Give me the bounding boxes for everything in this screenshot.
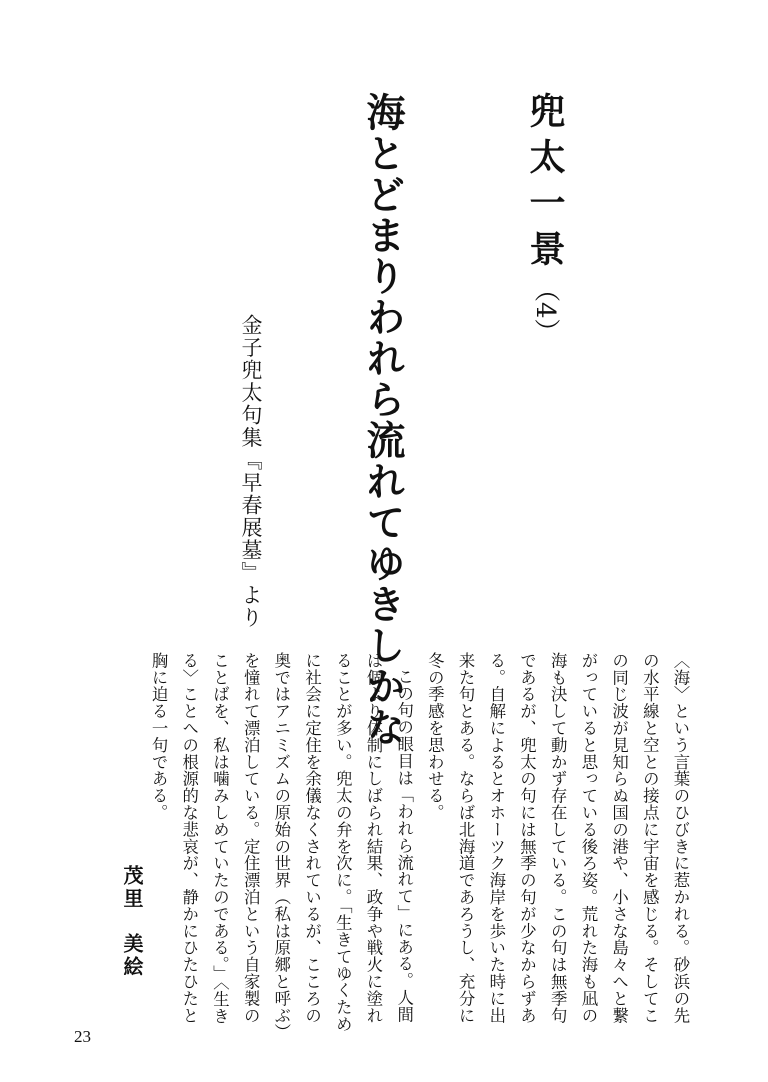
- page-number: 23: [74, 1027, 91, 1046]
- series-number: （4）: [530, 276, 560, 345]
- essay-paragraph: 〈海〉という言葉のひびきに惹かれる。砂浜の先の水平線と空との接点に宇宙を感じる。そしてこの同じ波が見知らぬ国の港や、小さな島々へと繋がっていると思っている後ろ姿。荒れた海も凪の海も決して動かず存在している。この句は無季句であるが、兜太の句には無季の句が少なからずある。自解によるとオホーツク海岸を歩いた時に出来た句とある。ならば北海道であろうし、充分に冬の季感を思わせる。: [425, 652, 690, 1024]
- author-name: [118, 865, 147, 979]
- essay-paragraph: この句の眼目は「われら流れて」にある。人間は個より体制にしばられ結果、政争や戦火に塗れることが多い。兜太の弁を次に。「生きてゆくために社会に定住を余儀なくされているが、こころの奥ではアニミズムの原始の世界（私は原郷と呼ぶ）を憧れて漂泊している。定住漂泊という自家製のことばを、私は噛みしめていたのである。」〈生きる〉ことへの根源的な悲哀が、静かにひたひたと胸に迫る一句である。: [149, 652, 414, 1033]
- author-family-name: 茂里: [120, 865, 144, 911]
- haiku-title: 海とどまりわれら流れてゆきしかな: [360, 92, 406, 748]
- essay-body: [149, 652, 695, 1034]
- source-attribution: 金子兜太句集『早春展墓』より: [239, 314, 263, 629]
- series-title-text: 兜太一景: [524, 92, 566, 276]
- series-title: [520, 92, 571, 345]
- author-given-name: 美絵: [120, 933, 144, 979]
